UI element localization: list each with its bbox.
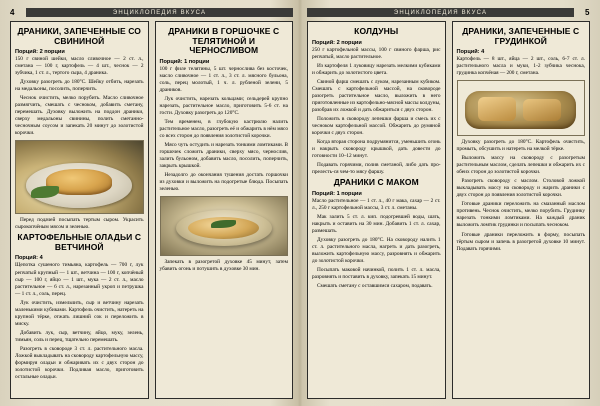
recipe-servings: Порций: 2 порции xyxy=(312,39,362,46)
recipe-step: Положить в сковороду лепешки фарша и смесь их с чесноком картофельной массой. Обжарить до румяной корочки с двух сторон. xyxy=(312,115,441,136)
recipe-title: КОЛДУНЫ xyxy=(354,26,399,36)
left-running-head-title: ЭНЦИКЛОПЕДИЯ ВКУСА xyxy=(26,8,293,17)
left-columns xyxy=(10,21,293,399)
recipe-ingredients: 150 г свиной шейки, масло сливочное — 2 ст. л., сметана — 100 г, картофель — 4 шт., чеснок — 2 зубчика, 1 ст. л., тертого сыра, 4 драника. xyxy=(15,56,144,77)
recipe-title: ДРАНИКИ В ГОРШОЧКЕ С ТЕЛЯТИНОЙ И ЧЕРНОСЛИВОМ xyxy=(168,26,280,56)
right-folio: 5 xyxy=(585,8,590,17)
recipe-step: Когда вторая сторона подрумянится, уменьшить огонь и накрыть сковороду крышкой, дать довести до готовности 10–12 минут. xyxy=(312,138,441,159)
recipe-step: Посыпать маковой начинкой, полить 1 ст. л. масла, разровнять и поставить в духовку, запекать 15 минут. xyxy=(312,266,441,280)
recipe-step: Перед подачей посыпать тертым сыром. Украсить сырокопчёным мясом и зеленью. xyxy=(15,217,144,231)
recipe-step: Разогреть в сковороде 3 ст. л. растительного масла. Ложкой выкладывать на сковороду картофельную массу, формируя оладьи и обжаривать их с двух сторон до золотистой корочки. Подливая масло, приготовить остальные оладьи. xyxy=(15,345,144,380)
recipe-title: ДРАНИКИ С МАКОМ xyxy=(333,177,419,188)
recipe-ingredients: 250 г картофельной массы, 100 г свиного фарша, рис репчатый, масло растительное. xyxy=(312,46,441,60)
right-running-head-title: ЭНЦИКЛОПЕДИЯ ВКУСА xyxy=(307,8,574,17)
recipe-step: Смешать сметану с оставшимся сахаром, подавать. xyxy=(317,282,433,289)
recipe-step: Подавать горячими, полив сметаной, либо дать про-прелесть-ся чем-то мясу фаршу. xyxy=(312,161,441,176)
right-page xyxy=(300,0,600,406)
right-column-2 xyxy=(452,21,591,399)
recipe-title: ДРАНИКИ, ЗАПЕЧЕННЫЕ СО СВИНИНОЙ xyxy=(17,26,142,46)
recipe-step: Незадолго до окончания тушения достать горшочки из духовки и выложить на подогретые блюда. Посыпать зеленью. xyxy=(159,171,288,193)
recipe-servings: Порций: 1 порции xyxy=(159,58,210,65)
recipe-step: Лук очистить, измельчить, сыр и ветчину нарезать маленькими кубиками. Картофель очистить, натереть на крупной тёрке, отжать лишний сок и переложить в миску. xyxy=(15,299,144,327)
recipe-servings: Порций: 1 порции xyxy=(312,190,362,197)
recipe-step: Выложить массу на сковороду с разогретым растительным маслом, сделать лепешки и обжарить их с обеих сторон до золотистой корочки. xyxy=(456,155,585,176)
recipe-title: КАРТОФЕЛЬНЫЕ ОЛАДЬИ С ВЕТЧИНОЙ xyxy=(17,232,142,252)
recipe-step: Мясо чуть остудить и нарезать тонкими ломтиками. В горшочек сложить драники, сверху мясо, чернослив, залить бульоном, добавить масло, посолить, поперчить, закрыть крышкой. xyxy=(159,141,288,169)
recipe-step: Запекать в разогретой духовке 45 минут, затем убавить огонь и потушить в духовке 30 мин. xyxy=(159,259,288,273)
right-column-1 xyxy=(307,21,446,399)
recipe-step: Духовку разогреть до 180°С. На сковороду налить 1 ст. л. растительного масла, нагреть и дать разогреть, выложить картофельную массу, разровнять и обжарить до золотистой корочки. xyxy=(312,236,441,264)
recipe-step: Из картофеля 1 луковицу нарезать мелкими кубиками и обжарить до золотистого цвета. xyxy=(312,62,441,76)
recipe-step: Готовые драники переложить в форму, посыпать тёртым сыром и запечь в разогретой духовке 10 минут. Подавать горячими. xyxy=(456,231,585,252)
recipe-title: ДРАНИКИ, ЗАПЕЧЕННЫЕ С ГРУДИНКОЙ xyxy=(462,26,580,46)
recipe-step: Мак залить 5 ст. л. кип. подогревшей воды, шать, накрыть и оставить на 30 мин. Добавить 1 ст. л. сахар, размешать. xyxy=(312,213,441,234)
recipe-step: Духовку разогреть до 180°С. Картофель очистить, промыть, обсушить и натереть на мелкой тёрке. xyxy=(456,139,585,153)
left-running-head xyxy=(10,6,293,19)
dish-photo-baked-dish xyxy=(457,80,586,136)
recipe-step: Готовые драники переложить на смазанный маслом противень. Чеснок очистить, мелко порубить. Грудинку нарезать тонкими ломтиками. На каждый драник выложить ломтик грудинки и посыпать чесноком. xyxy=(456,201,585,229)
right-running-head xyxy=(307,6,590,19)
recipe-servings: Порций: 2 порции xyxy=(15,49,65,56)
recipe-step: Лук очистить, нарезать кольцами; сельдерей крупно нарезать, растительное масло, приготовить 5-6 ст. на гости. Духовку разогреть до 120°С. xyxy=(159,95,288,116)
recipe-ingredients: Картофель — 8 шт., яйца — 2 шт., соль, 6-7 ст. л. растительного масла и муки, 1-2 зубчика чеснока, грудинка копчёная — 200 г, сметана. xyxy=(456,56,585,77)
left-column-2 xyxy=(155,21,294,399)
recipe-ingredients: 100 г филе телятины, 5 шт. чернослива без косточек, масло сливочное — 1 ст. л., 3 ст. л. мясного бульона, соль, перец молотый, 1 ч. л. рубленой зелени, 5 драников. xyxy=(159,65,288,93)
left-column-1 xyxy=(10,21,149,399)
right-columns xyxy=(307,21,590,399)
recipe-step: Чеснок очистить, мелко порубить. Масло сливочное размягчить, смешать с чесноком, добавить сметану, перемешать. Духовку выложить на поддон драники, сверху медальоны свинины, полить сметанно-чесночным соусом и запекать 20 минут до золотистой корочки. xyxy=(15,95,144,137)
recipe-ingredients: Масло растительное — 1 ст. л., 40 г мака, сахар — 2 ст. л., 250 г картофельной массы, 3 ст. л. сметаны. xyxy=(312,197,441,211)
recipe-servings: Порций: 4 xyxy=(15,255,43,262)
recipe-step: Духовку разогреть до 180°С. Шейку отбить, нарезать на медальоны, посолить, поперчить. xyxy=(15,79,144,93)
recipe-step: Тем временем, в глубокую кастрюлю налить растительное масло, разогреть её и обжарить в нём мясо со всех сторон до появления золотистой корочки. xyxy=(159,118,288,139)
left-folio: 4 xyxy=(10,8,15,17)
dish-photo-potato-pancakes xyxy=(15,140,144,214)
recipe-ingredients: Щепотка сушеного тимьяна, картофель — 700 г, лук репчатый крупный — 1 шт., ветчина — 100 г, копчёный сыр — 100 г, яйцо — 1 шт., мука — 2 ст. л., масло растительное — 6 ст. л., нарезанный укроп и петрушка — 1 ст. л., соль, перец. xyxy=(15,262,144,297)
recipe-servings: Порций: 4 xyxy=(456,49,485,56)
recipe-step: Свиной фарш смешать с луком, нарезанным кубиком. Смешать с картофельной массой, на сковороде разогреть растительное масло, выложить в него приготовленные из картофельно-мясной массы колдуны, разобрав их ложкой и дать обжариться с двух сторон. xyxy=(312,78,441,113)
recipe-step: Разогреть сковороду с маслом. Столовой ложкой выкладывать массу на сковороду и жарить драники с двух сторон до появления золотистой корочки. xyxy=(456,178,585,199)
dish-photo-pot-dish xyxy=(160,196,289,256)
recipe-step: Добавить лук, сыр, ветчину, яйцо, муку, зелень, тимьян, соль и перец, тщательно перемешать. xyxy=(15,329,144,343)
